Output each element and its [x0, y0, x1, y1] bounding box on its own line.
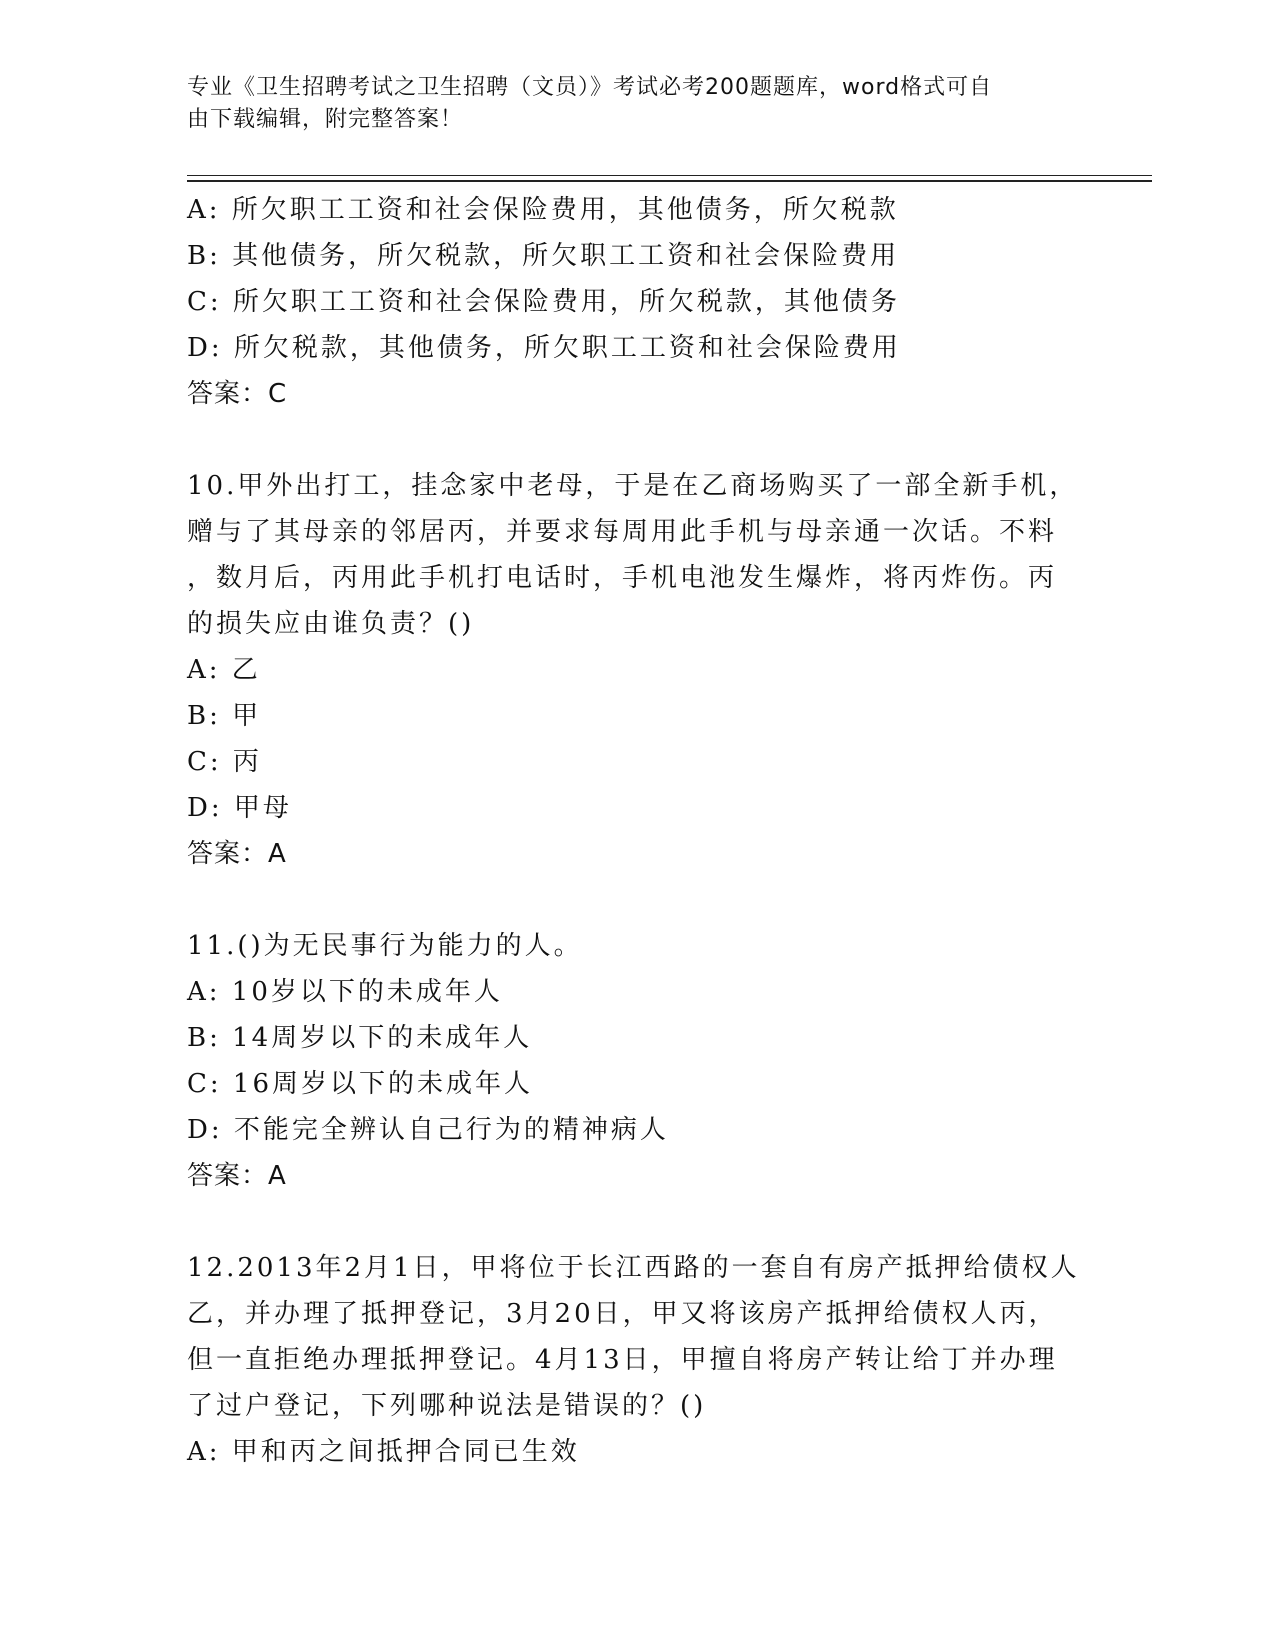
answer: 答案：C	[187, 379, 288, 409]
spacer	[187, 417, 1087, 463]
option-c: C: 16周岁以下的未成年人	[187, 1069, 534, 1099]
question-stem-line: 11.()为无民事行为能力的人。	[187, 931, 583, 961]
question-10	[187, 463, 1087, 877]
question-stem-line: ，数月后，丙用此手机打电话时，手机电池发生爆炸，将丙炸伤。丙	[187, 563, 1058, 593]
question-stem-line: 了过户登记，下列哪种说法是错误的？()	[187, 1391, 707, 1421]
question-stem-line: 乙，并办理了抵押登记，3月20日，甲又将该房产抵押给债权人丙，	[187, 1299, 1058, 1329]
option-a: A: 甲和丙之间抵押合同已生效	[187, 1437, 580, 1467]
header-divider-thick	[187, 180, 1152, 182]
question-list	[187, 187, 1087, 1475]
option-d: D: 所欠税款，其他债务，所欠职工工资和社会保险费用	[187, 333, 901, 363]
answer: 答案：A	[187, 1161, 287, 1191]
question-12	[187, 1245, 1087, 1475]
header-divider-thin	[187, 175, 1152, 176]
answer: 答案：A	[187, 839, 287, 869]
question-11	[187, 923, 1087, 1199]
option-c: C: 丙	[187, 747, 262, 777]
question-stem-line: 赠与了其母亲的邻居丙，并要求每周用此手机与母亲通一次话。不料	[187, 517, 1058, 547]
question-9	[187, 187, 1087, 417]
question-stem-line: 的损失应由谁负责？()	[187, 609, 475, 639]
spacer	[187, 877, 1087, 923]
option-b: B: 其他债务，所欠税款，所欠职工工资和社会保险费用	[187, 241, 900, 271]
option-d: D: 不能完全辨认自己行为的精神病人	[187, 1115, 669, 1145]
question-stem-line: 但一直拒绝办理抵押登记。4月13日，甲擅自将房产转让给丁并办理	[187, 1345, 1058, 1375]
option-d: D: 甲母	[187, 793, 292, 823]
document-header	[187, 72, 1067, 136]
question-stem-line: 12.2013年2月1日，甲将位于长江西路的一套自有房产抵押给债权人	[187, 1253, 1080, 1283]
question-stem-line: 10.甲外出打工，挂念家中老母，于是在乙商场购买了一部全新手机，	[187, 471, 1079, 501]
header-line-2: 由下载编辑，附完整答案！	[187, 107, 464, 132]
spacer	[187, 1199, 1087, 1245]
header-line-1: 专业《卫生招聘考试之卫生招聘（文员）》考试必考200题题库，word格式可自	[187, 75, 993, 100]
option-a: A: 10岁以下的未成年人	[187, 977, 503, 1007]
option-a: A: 所欠职工工资和社会保险费用，其他债务，所欠税款	[187, 195, 899, 225]
option-b: B: 甲	[187, 701, 262, 731]
option-c: C: 所欠职工工资和社会保险费用，所欠税款，其他债务	[187, 287, 900, 317]
option-a: A: 乙	[187, 655, 261, 685]
option-b: B: 14周岁以下的未成年人	[187, 1023, 533, 1053]
